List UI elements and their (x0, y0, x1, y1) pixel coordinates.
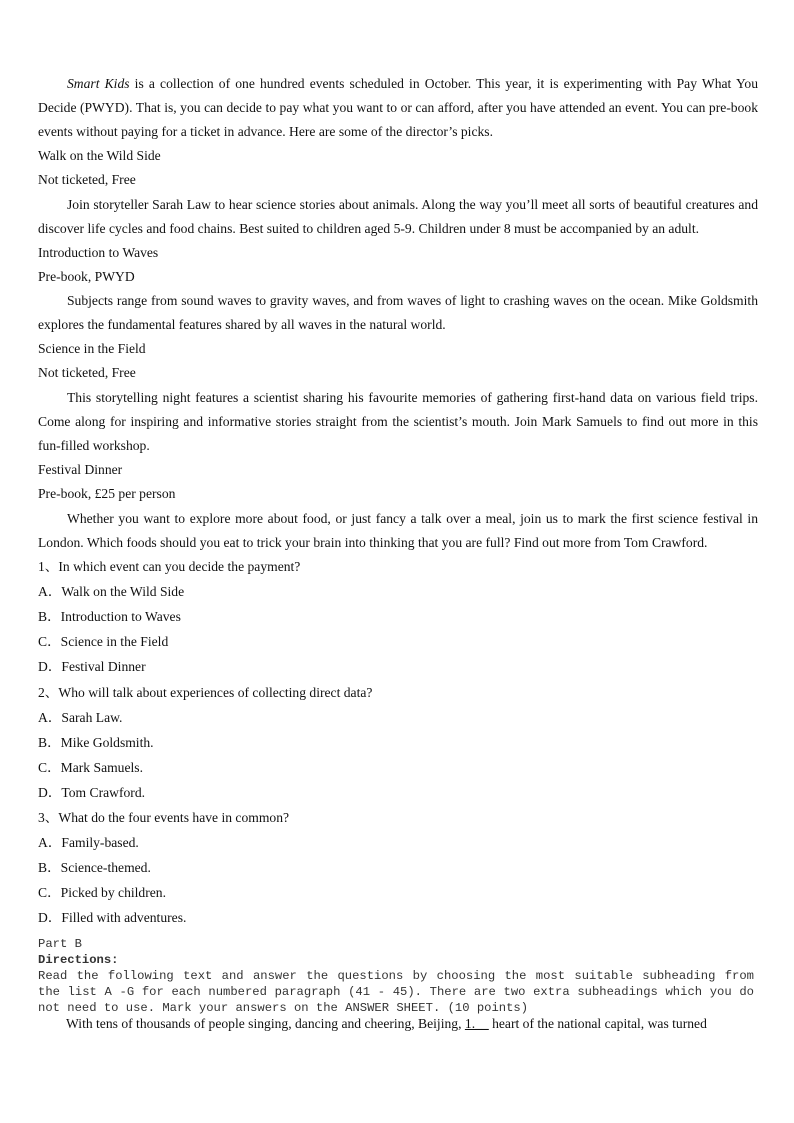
event-name: Walk on the Wild Side (38, 148, 161, 163)
intro-title: Smart Kids (67, 76, 130, 91)
final-paragraph-line (66, 1014, 707, 1034)
intro-paragraph (38, 72, 758, 145)
event-name: Introduction to Waves (38, 245, 159, 260)
answer-option[interactable]: B．Mike Goldsmith. (38, 735, 154, 750)
question-stem: 2、Who will talk about experiences of collecting direct data? (38, 685, 373, 700)
question-stem: 1、In which event can you decide the payment? (38, 559, 301, 574)
directions-text: Read the following text and answer the questions by choosing the most suitable subheading from the list A -G for each numbered paragraph (41 - 45). There are two extra subheadings which you do not need to use. Mark your answers on the ANSWER SHEET. (10 points) (38, 969, 754, 1015)
intro-text: is a collection of one hundred events scheduled in October. This year, it is experimenting with Pay What You Decide (PWYD). That is, you can decide to pay what you want to or can afford, after you have attended an event. You can pre-book events without paying for a ticket in advance. Here are some of the director’s picks. (38, 76, 758, 140)
answer-option[interactable]: A．Family-based. (38, 835, 139, 850)
answer-option[interactable]: D．Filled with adventures. (38, 910, 187, 925)
event-name: Science in the Field (38, 341, 146, 356)
answer-option[interactable]: D．Tom Crawford. (38, 785, 146, 800)
answer-option[interactable]: B．Introduction to Waves (38, 609, 181, 624)
answer-option[interactable]: C．Picked by children. (38, 885, 166, 900)
event-ticket: Not ticketed, Free (38, 172, 136, 187)
event-description: Whether you want to explore more about food, or just fancy a talk over a meal, join us to mark the first science festival in London. Which foods should you eat to trick your brain into thinking that you are full? Find out more from Tom Crawford. (38, 511, 758, 551)
answer-option[interactable]: C．Mark Samuels. (38, 760, 143, 775)
final-text-before: With tens of thousands of people singing, dancing and cheering, Beijing, (66, 1016, 462, 1031)
event-description: Join storyteller Sarah Law to hear science stories about animals. Along the way you’ll meet all sorts of beautiful creatures and discover life cycles and food chains. Best suited to children aged 5-9. Children under 8 must be accompanied by an adult. (38, 197, 758, 237)
final-text-after: heart of the national capital, was turned (492, 1016, 707, 1031)
event-name: Festival Dinner (38, 462, 123, 477)
event-ticket: Not ticketed, Free (38, 365, 136, 380)
question-stem: 3、What do the four events have in common? (38, 810, 290, 825)
directions-label: Directions: (38, 953, 119, 967)
answer-option[interactable]: D．Festival Dinner (38, 659, 146, 674)
numbered-blank[interactable]: 1.__ (464, 1016, 489, 1031)
answer-option[interactable]: A．Sarah Law. (38, 710, 123, 725)
answer-option[interactable]: C．Science in the Field (38, 634, 169, 649)
event-description: This storytelling night features a scientist sharing his favourite memories of gathering first-hand data on various field trips. Come along for inspiring and informative stories straight from the scientist’s mouth. Join Mark Samuels to find out more in this fun-filled workshop. (38, 390, 758, 454)
part-b-heading: Part B (38, 937, 82, 951)
event-ticket: Pre-book, £25 per person (38, 486, 176, 501)
answer-option[interactable]: A．Walk on the Wild Side (38, 584, 185, 599)
answer-option[interactable]: B．Science-themed. (38, 860, 151, 875)
event-description: Subjects range from sound waves to gravity waves, and from waves of light to crashing waves on the ocean. Mike Goldsmith explores the fundamental features shared by all waves in the natural world. (38, 293, 758, 333)
event-ticket: Pre-book, PWYD (38, 269, 135, 284)
